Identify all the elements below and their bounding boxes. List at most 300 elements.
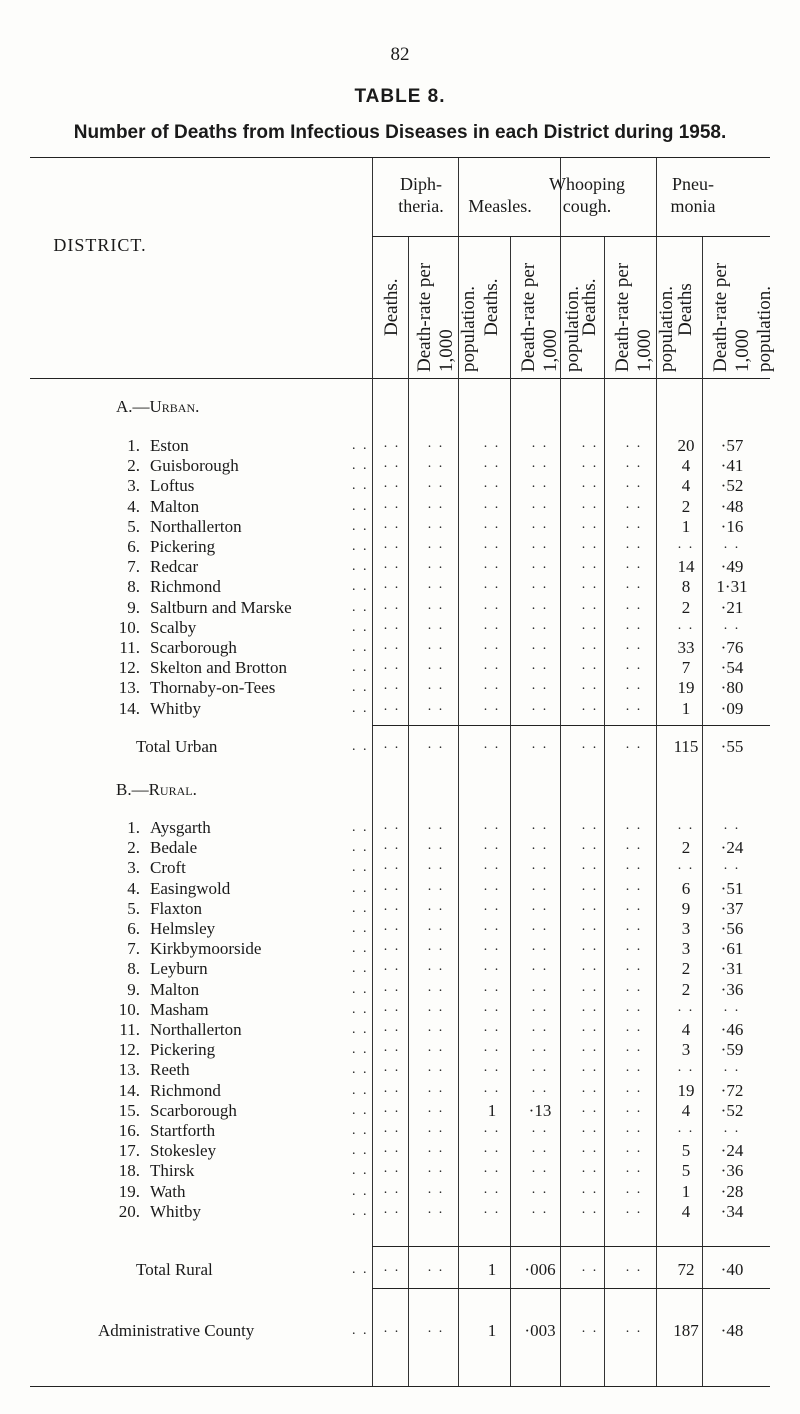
table-row [0,980,800,1000]
cell-value: . . [581,456,599,472]
total-urban-rule [372,725,770,726]
cell-value: . . [531,898,549,914]
group-header-3: Pneu- monia [670,174,716,216]
cell-value: . . [581,658,599,674]
table-row [0,899,800,919]
cell-value: 7 [681,658,691,678]
cell-value: . . [531,1040,549,1056]
cell-value: . . [483,737,501,752]
cell-value: . . [531,537,549,552]
cell-value: . . [531,858,549,874]
cell-value: . . [625,999,643,1015]
district-name: Malton [150,979,200,999]
cell-value: . . [531,979,549,995]
cell-value: . . [383,577,401,593]
cell-value: . . [383,919,401,934]
district-name: Eston [150,436,189,455]
cell-value: . . [483,1080,501,1096]
cell-value: . . [427,678,445,694]
cell-value: ·48 [720,1321,744,1340]
cell-value: . . [625,658,643,674]
cell-value: . . [483,999,501,1015]
cell-value: 33 [677,638,695,657]
leader-dots: . . [352,1262,369,1277]
section-rural-title: B.—Rural. [116,780,197,799]
cell-value: ·46 [720,1020,744,1039]
row-number: 17. [118,1141,140,1161]
leader-dots: . . [352,518,369,534]
rate-header: Death-rate per 1,000 population. [414,262,479,372]
cell-value: . . [531,456,549,472]
cell-value: . . [581,999,599,1015]
cell-value: . . [427,1121,445,1136]
cell-value: . . [483,1020,501,1035]
leader-dots: . . [352,840,369,856]
district-name: Startforth [150,1121,216,1140]
cell-value: . . [383,1020,401,1035]
district-name: Whitby [150,1201,201,1221]
total-urban-row [0,737,800,757]
cell-value: . . [427,858,445,874]
cell-value: . . [531,617,549,633]
cell-value: . . [383,1080,401,1096]
cell-value: . . [427,516,445,532]
cell-value: . . [483,1040,501,1056]
top-rule [30,157,770,158]
cell-value: . . [531,1020,549,1035]
table-row [0,1182,800,1202]
cell-value: . . [625,1040,643,1056]
cell-value: . . [427,1100,445,1116]
cell-value: . . [581,597,599,613]
district-name: Thornaby-on-Tees [150,678,276,698]
row-number: 6. [127,919,140,938]
subheader-rule [372,236,770,237]
cell-value: . . [383,999,401,1015]
table-row [0,1081,800,1101]
district-name: Malton [150,496,200,516]
cell-value: . . [625,939,643,955]
cell-value: . . [723,999,741,1015]
cell-value: . . [483,496,501,512]
cell-value: . . [427,818,445,833]
row-number: 11. [119,1020,140,1039]
row-number: 20. [118,1201,140,1221]
row-number: 12. [118,658,140,678]
leader-dots: . . [352,438,369,453]
cell-value: . . [581,557,599,573]
deaths-header: Deaths. [381,278,402,336]
leader-dots: . . [352,680,369,696]
cell-value: . . [581,1141,599,1157]
cell-value: . . [383,516,401,532]
table-row [0,1060,800,1080]
cell-value: . . [383,436,401,451]
district-name: Reeth [150,1060,190,1080]
table-row [0,838,800,858]
cell-value: . . [677,617,695,633]
cell-value: . . [581,638,599,653]
district-name: Whitby [150,698,201,718]
cell-value: . . [581,436,599,451]
cell-value: . . [427,658,445,674]
cell-value: . . [625,496,643,512]
table-row [0,919,800,939]
cell-value: . . [531,1080,549,1096]
cell-value: . . [483,878,501,894]
cell-value: 1 [681,698,691,718]
cell-value: . . [383,678,401,694]
table-row [0,497,800,517]
cell-value: . . [427,456,445,472]
rate-header: Death-rate per 1,000 population. [518,262,583,372]
header-bottom-rule [30,378,770,379]
cell-value: ·37 [720,898,744,918]
cell-value: . . [427,1060,445,1076]
cell-value: . . [383,898,401,914]
cell-value: . . [383,557,401,573]
cell-value: . . [427,898,445,914]
row-number: 1. [127,436,140,455]
leader-dots: . . [352,559,369,575]
group-header-0: Diph- theria. [398,174,444,216]
leader-dots: . . [352,1001,369,1017]
cell-value: . . [581,577,599,593]
cell-value: . . [581,476,599,492]
cell-value: . . [383,456,401,472]
row-number: 14. [118,698,140,718]
cell-value: 4 [681,1100,691,1120]
cell-value: . . [625,678,643,694]
cell-value: 19 [677,678,695,698]
table-row [0,638,800,658]
cell-value: . . [427,878,445,894]
leader-dots: . . [352,660,369,676]
row-number: 7. [127,939,140,959]
cell-value: . . [723,537,741,552]
row-number: 10. [118,999,140,1019]
cell-value: . . [625,878,643,894]
leader-dots: . . [352,458,369,474]
cell-value: . . [531,597,549,613]
district-name: Thirsk [150,1161,195,1181]
cell-value: ·61 [720,939,744,959]
county-label: Administrative County [98,1321,255,1340]
table-caption: Number of Deaths from Infectious Diseases in each District during 1958. [73,122,727,143]
table-row [0,678,800,698]
leader-dots: . . [352,981,369,997]
cell-value: . . [625,1161,643,1177]
leader-dots: . . [352,941,369,957]
cell-value: . . [531,999,549,1015]
cell-value: . . [383,698,401,714]
district-name: Pickering [150,537,216,556]
cell-value: 2 [681,496,691,516]
cell-value: . . [625,959,643,975]
district-name: Redcar [150,557,199,577]
cell-value: . . [531,496,549,512]
district-name: Scalby [150,617,197,637]
row-number: 18. [118,1161,140,1181]
row-number: 13. [118,1060,140,1080]
cell-value: 4 [681,476,691,496]
leader-dots: . . [352,619,369,635]
deaths-header: Deaths. [481,278,502,336]
leader-dots: . . [352,1123,369,1138]
total-urban-label: Total Urban [136,737,218,756]
cell-value: ·51 [720,878,744,898]
cell-value: . . [531,658,549,674]
district-name: Guisborough [150,456,239,476]
district-name: Croft [150,858,186,878]
cell-value: ·36 [720,979,744,999]
leader-dots: . . [352,1143,369,1159]
cell-value: . . [531,878,549,894]
cell-value: . . [483,617,501,633]
cell-value: . . [383,939,401,955]
cell-value: . . [677,818,695,833]
cell-value: ·24 [720,838,744,858]
cell-value: . . [531,838,549,854]
table-row [0,818,800,838]
cell-value: . . [625,1201,643,1217]
cell-value: . . [625,858,643,874]
leader-dots: . . [352,1323,369,1338]
cell-value: 2 [681,959,691,979]
total-rural-bottom-rule [372,1288,770,1289]
cell-value: . . [483,1181,501,1197]
row-number: 19. [118,1181,140,1201]
cell-value: . . [531,1141,549,1157]
cell-value: . . [383,838,401,854]
cell-value: . . [427,939,445,955]
cell-value: . . [427,1141,445,1157]
cell-value: 1 [487,1260,497,1279]
page-number: 82 [390,44,410,65]
cell-value: . . [383,878,401,894]
bottom-rule [30,1386,770,1387]
cell-value: . . [581,1201,599,1217]
cell-value: . . [581,496,599,512]
cell-value: . . [483,516,501,532]
cell-value: . . [483,959,501,975]
rate-header: Death-rate per 1,000 population. [710,262,775,372]
cell-value: ·21 [720,597,744,617]
total-rural-label: Total Rural [136,1260,213,1279]
total-rural-top-rule [372,1246,770,1247]
cell-value: . . [427,476,445,492]
cell-value: . . [483,1141,501,1157]
cell-value: 2 [681,979,691,999]
cell-value: 9 [681,898,691,918]
cell-value: ·72 [720,1080,744,1100]
leader-dots: . . [352,900,369,916]
cell-value: ·28 [720,1181,744,1201]
cell-value: . . [531,476,549,492]
cell-value: . . [581,1181,599,1197]
cell-value: ·52 [720,1100,744,1120]
cell-value: . . [625,638,643,653]
cell-value: 6 [681,878,691,898]
cell-value: . . [677,858,695,874]
district-name: Masham [150,999,209,1019]
table-row [0,858,800,878]
cell-value: . . [581,678,599,694]
cell-value: . . [531,577,549,593]
cell-value: ·76 [720,638,744,657]
district-name: Wath [150,1181,186,1201]
cell-value: . . [483,577,501,593]
cell-value: ·59 [720,1040,744,1060]
cell-value: 1 [681,1181,691,1201]
cell-value: ·34 [720,1201,744,1221]
row-number: 2. [127,456,140,476]
cell-value: 1 [681,516,691,536]
cell-value: ·57 [720,436,744,455]
cell-value: . . [427,436,445,451]
table-row [0,879,800,899]
cell-value: . . [531,638,549,653]
cell-value: . . [625,1060,643,1076]
cell-value: . . [483,838,501,854]
cell-value: . . [581,818,599,833]
cell-value: ·80 [720,678,744,698]
group-header-1: Measles. [468,196,532,216]
cell-value: 1 [487,1321,497,1340]
cell-value: . . [723,1121,741,1136]
district-name: Stokesley [150,1141,217,1161]
cell-value: . . [531,1181,549,1197]
cell-value: . . [483,898,501,914]
total-rural-row [0,1260,800,1280]
district-name: Scarborough [150,1100,237,1120]
leader-dots: . . [352,1102,369,1118]
cell-value: . . [383,1161,401,1177]
leader-dots: . . [352,1082,369,1098]
cell-value: . . [625,919,643,934]
cell-value: . . [427,1321,445,1336]
cell-value: . . [625,617,643,633]
cell-value: . . [677,537,695,552]
cell-value: . . [483,919,501,934]
leader-dots: . . [352,921,369,936]
leader-dots: . . [352,1062,369,1078]
cell-value: . . [531,516,549,532]
cell-value: 3 [681,1040,691,1060]
table-row [0,1040,800,1060]
table-row [0,476,800,496]
leader-dots: . . [352,739,369,754]
leader-dots: . . [352,579,369,595]
cell-value: . . [625,979,643,995]
table-row [0,517,800,537]
cell-value: . . [723,1060,741,1076]
cell-value: 4 [681,1201,691,1221]
table-row [0,577,800,597]
deaths-header: Deaths [675,283,696,336]
cell-value: . . [723,858,741,874]
cell-value: . . [383,1040,401,1056]
district-name: Flaxton [150,898,202,918]
cell-value: . . [483,1161,501,1177]
table-title: TABLE 8. [354,86,446,107]
row-number: 15. [118,1100,140,1120]
cell-value: . . [531,678,549,694]
cell-value: . . [483,678,501,694]
cell-value: ·006 [524,1260,556,1279]
leader-dots: . . [352,700,369,716]
cell-value: 2 [681,838,691,858]
cell-value: . . [483,638,501,653]
cell-value: . . [531,1121,549,1136]
cell-value: ·56 [720,919,744,938]
table-row [0,1020,800,1040]
cell-value: 187 [673,1321,699,1340]
cell-value: . . [625,1141,643,1157]
row-number: 7. [127,557,140,577]
table-row [0,658,800,678]
table-row [0,436,800,456]
table-row [0,1161,800,1181]
district-name: Skelton and Brotton [150,658,287,678]
cell-value: . . [427,1201,445,1217]
cell-value: . . [625,698,643,714]
cell-value: . . [581,1161,599,1177]
cell-value: 1·31 [716,577,748,597]
district-name: Aysgarth [150,818,211,837]
cell-value: . . [383,818,401,833]
group-header-2: Whooping cough. [549,174,625,216]
row-number: 5. [127,516,140,536]
leader-dots: . . [352,640,369,655]
cell-value: . . [383,476,401,492]
cell-value: . . [483,436,501,451]
deaths-header: Deaths. [579,278,600,336]
cell-value: . . [581,979,599,995]
cell-value: ·49 [720,557,744,577]
cell-value: 115 [673,737,699,756]
row-number: 10. [118,617,140,637]
cell-value: . . [581,1100,599,1116]
cell-value: . . [531,939,549,955]
cell-value: 19 [677,1080,695,1100]
table-row [0,1141,800,1161]
district-name: Scarborough [150,638,237,657]
cell-value: . . [427,617,445,633]
cell-value: . . [427,919,445,934]
row-number: 14. [118,1080,140,1100]
district-name: Richmond [150,1080,221,1100]
row-number: 4. [127,878,140,898]
cell-value: . . [427,537,445,552]
cell-value: . . [427,557,445,573]
cell-value: . . [383,638,401,653]
cell-value: ·31 [720,959,744,979]
cell-value: . . [483,537,501,552]
cell-value: . . [383,1060,401,1076]
cell-value: . . [531,919,549,934]
cell-value: . . [483,698,501,714]
row-number: 6. [127,537,140,556]
table-row [0,537,800,557]
leader-dots: . . [352,1022,369,1037]
cell-value: . . [383,1201,401,1217]
cell-value: . . [581,898,599,914]
cell-value: . . [531,1201,549,1217]
cell-value: . . [383,597,401,613]
leader-dots: . . [352,880,369,896]
cell-value: ·16 [720,516,744,536]
